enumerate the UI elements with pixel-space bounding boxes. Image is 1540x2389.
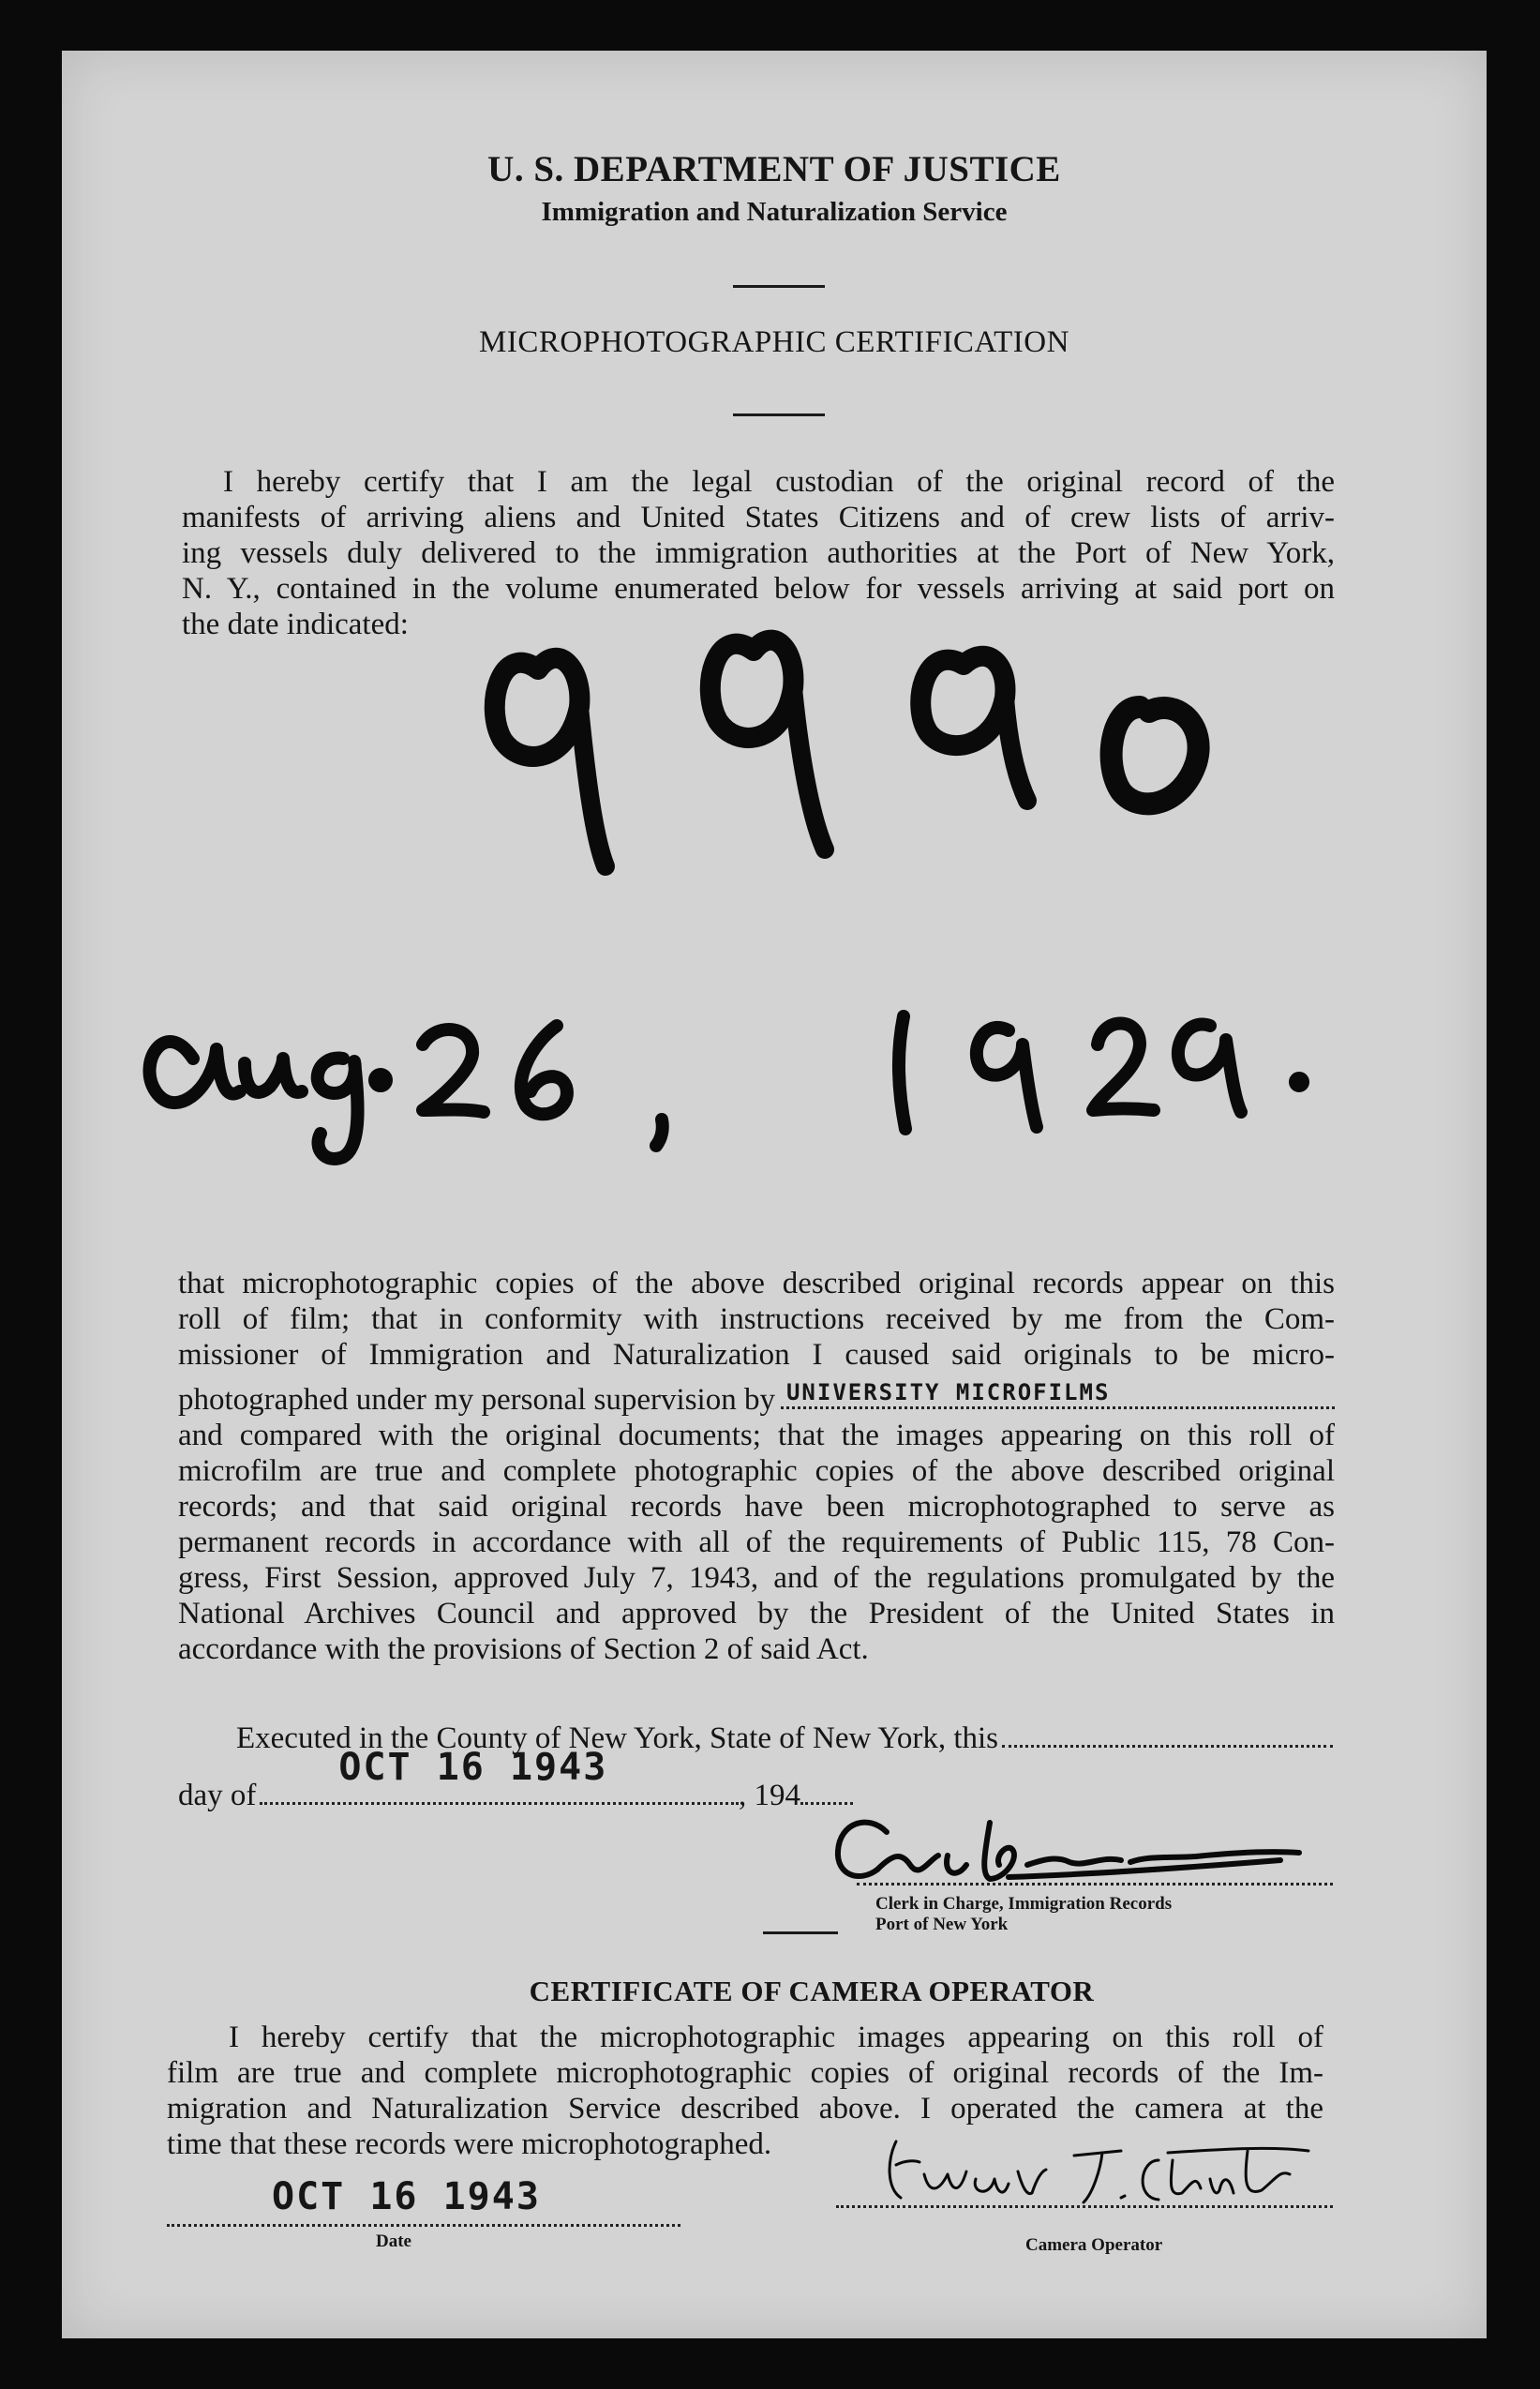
day-of-label: day of <box>178 1779 257 1812</box>
operator-date-stamp: OCT 16 1943 <box>272 2175 541 2218</box>
body-line: National Archives Council and approved by the President of the United States in <box>178 1597 1335 1630</box>
body-line: missioner of Immigration and Naturalization I caused said originals to be micro- <box>178 1338 1335 1372</box>
body-line: roll of film; that in conformity with instructions received by me from the Com- <box>178 1302 1335 1336</box>
operator-line: time that these records were microphotographed. <box>167 2127 772 2161</box>
date-label: Date <box>376 2231 411 2251</box>
intro-line: the date indicated: <box>182 608 409 641</box>
service-subheading: Immigration and Naturalization Service <box>541 197 1008 227</box>
department-heading: U. S. DEPARTMENT OF JUSTICE <box>487 149 1061 189</box>
contractor-stamp: UNIVERSITY MICROFILMS <box>785 1379 1111 1405</box>
body-line: records; and that said original records have been microphotographed to serve as <box>178 1490 1335 1524</box>
certificate-title: MICROPHOTOGRAPHIC CERTIFICATION <box>479 325 1069 359</box>
execution-text: Executed in the County of New York, State of New York, this <box>236 1721 999 1755</box>
intro-line: N. Y., contained in the volume enumerated below for vessels arriving at said port on <box>182 572 1335 606</box>
execution-date-stamp: OCT 16 1943 <box>338 1746 608 1789</box>
year-prefix: , 194 <box>739 1779 800 1812</box>
operator-line: film are true and complete microphotographic copies of original records of the Im- <box>167 2056 1323 2090</box>
operator-line: I hereby certify that the microphotographic images appearing on this roll of <box>229 2021 1323 2054</box>
body-line: gress, First Session, approved July 7, 1943, and of the regulations promulgated by the <box>178 1561 1335 1595</box>
body-line: accordance with the provisions of Section 2 of said Act. <box>178 1632 869 1666</box>
body-line: and compared with the original documents; that the images appearing on this roll of <box>178 1419 1335 1452</box>
operator-certificate-title: CERTIFICATE OF CAMERA OPERATOR <box>529 1975 1095 2007</box>
operator-signature-line <box>836 2201 1333 2208</box>
operator-line: migration and Naturalization Service described above. I operated the camera at the <box>167 2092 1323 2126</box>
intro-line: ing vessels duly delivered to the immigration authorities at the Port of New York, <box>182 536 1335 570</box>
intro-line: manifests of arriving aliens and United States Citizens and of crew lists of arriv- <box>182 501 1335 534</box>
clerk-title-line: Clerk in Charge, Immigration Records <box>875 1894 1173 1914</box>
body-line: permanent records in accordance with all of the requirements of Public 115, 78 Con- <box>178 1525 1335 1559</box>
operator-label: Camera Operator <box>1025 2235 1163 2255</box>
intro-line: I hereby certify that I am the legal custodian of the original record of the <box>223 465 1335 499</box>
body-line: photographed under my personal supervision by <box>178 1383 775 1417</box>
operator-signature <box>62 51 1487 2338</box>
body-line: microfilm are true and complete photographic copies of the above described original <box>178 1454 1335 1488</box>
body-line: that microphotographic copies of the above described original records appear on this <box>178 1267 1335 1300</box>
clerk-port-line: Port of New York <box>875 1915 1009 1934</box>
certificate-sheet <box>62 51 1487 2338</box>
